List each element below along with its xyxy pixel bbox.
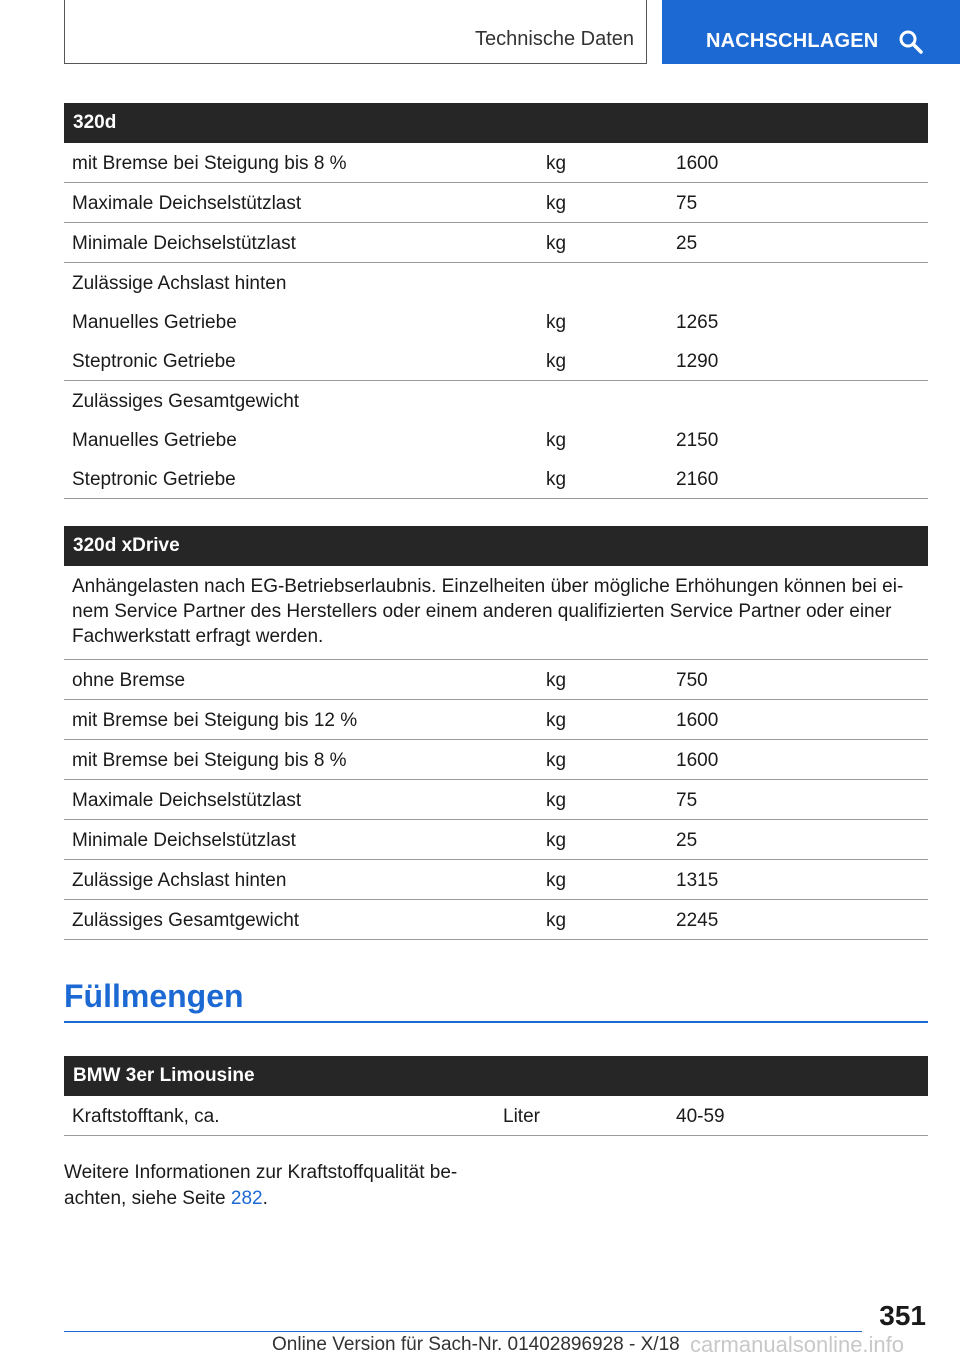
row-unit: kg bbox=[546, 312, 567, 333]
table-row bbox=[64, 700, 928, 740]
row-unit: kg bbox=[546, 670, 567, 691]
table-row bbox=[64, 183, 928, 223]
table-row bbox=[64, 223, 928, 263]
search-icon bbox=[898, 29, 924, 55]
row-unit: kg bbox=[546, 870, 567, 891]
row-unit: kg bbox=[546, 790, 567, 811]
row-value: 1600 bbox=[676, 710, 719, 731]
row-value: 75 bbox=[676, 193, 698, 214]
row-unit: kg bbox=[546, 830, 567, 851]
table-row bbox=[64, 420, 928, 459]
row-label: mit Bremse bei Steigung bis 8 % bbox=[72, 153, 347, 174]
row-value: 25 bbox=[676, 830, 698, 851]
row-label: Manuelles Getriebe bbox=[72, 430, 237, 451]
row-label: Steptronic Getriebe bbox=[72, 351, 236, 372]
footer-online-version: Online Version für Sach-Nr. 01402896928 - X/18 bbox=[272, 1334, 680, 1355]
row-unit: kg bbox=[546, 351, 567, 372]
row-label: ohne Bremse bbox=[72, 670, 186, 691]
page-number: 351 bbox=[879, 1300, 926, 1331]
table-row bbox=[64, 900, 928, 940]
table-320d-xdrive bbox=[64, 526, 928, 940]
table-row bbox=[64, 302, 928, 341]
row-value: 2160 bbox=[676, 469, 719, 490]
table-row bbox=[64, 820, 928, 860]
row-unit: Liter bbox=[503, 1106, 540, 1127]
header-title-box bbox=[64, 0, 647, 64]
row-label: Maximale Deichselstützlast bbox=[72, 790, 302, 811]
row-label: Steptronic Getriebe bbox=[72, 469, 236, 490]
info-paragraph bbox=[64, 1160, 484, 1212]
section-divider bbox=[64, 1021, 928, 1023]
table-note: Anhängelasten nach EG-Betriebserlaubnis. Einzelheiten über mögliche Erhöhungen können bei einem Service Partner des Herstellers oder einem anderen qualifizierten Service Partner oder einer Fachwerkstatt erfragt werden. bbox=[64, 566, 928, 660]
row-value: 1290 bbox=[676, 351, 719, 372]
table-row bbox=[64, 143, 928, 183]
table-row bbox=[64, 459, 928, 499]
group-heading-row bbox=[64, 381, 928, 420]
row-value: 25 bbox=[676, 233, 698, 254]
page-reference-link[interactable]: 282 bbox=[230, 1188, 263, 1209]
row-value: 1315 bbox=[676, 870, 719, 891]
row-label: Maximale Deichselstützlast bbox=[72, 193, 302, 214]
row-value: 75 bbox=[676, 790, 698, 811]
row-unit: kg bbox=[546, 469, 567, 490]
row-value: 750 bbox=[676, 670, 708, 691]
table-320d bbox=[64, 103, 928, 499]
section-title-fuellmengen: Füllmengen bbox=[64, 978, 244, 1014]
row-label: Zulässige Achslast hinten bbox=[72, 870, 287, 891]
row-label: Minimale Deichselstützlast bbox=[72, 233, 296, 254]
row-unit: kg bbox=[546, 430, 567, 451]
row-value: 40-59 bbox=[676, 1106, 725, 1127]
row-unit: kg bbox=[546, 233, 567, 254]
row-value: 2245 bbox=[676, 910, 719, 931]
table-title: 320d xDrive bbox=[64, 526, 928, 566]
row-value: 1600 bbox=[676, 750, 719, 771]
table-bmw-3er-limousine bbox=[64, 1056, 928, 1136]
row-label: Manuelles Getriebe bbox=[72, 312, 237, 333]
nachschlagen-label: NACHSCHLAGEN bbox=[706, 30, 879, 52]
table-row bbox=[64, 660, 928, 700]
row-label: Minimale Deichselstützlast bbox=[72, 830, 296, 851]
row-value: 1265 bbox=[676, 312, 719, 333]
header-section-title: Technische Daten bbox=[475, 28, 634, 50]
table-title: BMW 3er Limousine bbox=[64, 1056, 928, 1096]
table-row bbox=[64, 740, 928, 780]
row-unit: kg bbox=[546, 910, 567, 931]
row-label: Zulässiges Gesamtgewicht bbox=[72, 910, 300, 931]
info-text: Weitere Informationen zur Kraftstoffqualität beachten, siehe Seite bbox=[64, 1162, 458, 1209]
group-heading: Zulässige Achslast hinten bbox=[72, 273, 287, 294]
nachschlagen-button[interactable] bbox=[662, 0, 960, 64]
row-unit: kg bbox=[546, 153, 567, 174]
info-end: . bbox=[262, 1188, 268, 1209]
row-unit: kg bbox=[546, 193, 567, 214]
row-label: mit Bremse bei Steigung bis 12 % bbox=[72, 710, 358, 731]
row-unit: kg bbox=[546, 750, 567, 771]
group-heading: Zulässiges Gesamtgewicht bbox=[72, 391, 300, 412]
footer-watermark: carmanualsonline.info bbox=[690, 1332, 905, 1357]
row-value: 2150 bbox=[676, 430, 719, 451]
row-label: mit Bremse bei Steigung bis 8 % bbox=[72, 750, 347, 771]
group-heading-row bbox=[64, 263, 928, 302]
table-title: 320d bbox=[64, 103, 928, 143]
row-unit: kg bbox=[546, 710, 567, 731]
table-row bbox=[64, 1096, 928, 1136]
table-row bbox=[64, 341, 928, 381]
row-value: 1600 bbox=[676, 153, 719, 174]
row-label: Kraftstofftank, ca. bbox=[72, 1106, 220, 1127]
table-row bbox=[64, 780, 928, 820]
table-row bbox=[64, 860, 928, 900]
